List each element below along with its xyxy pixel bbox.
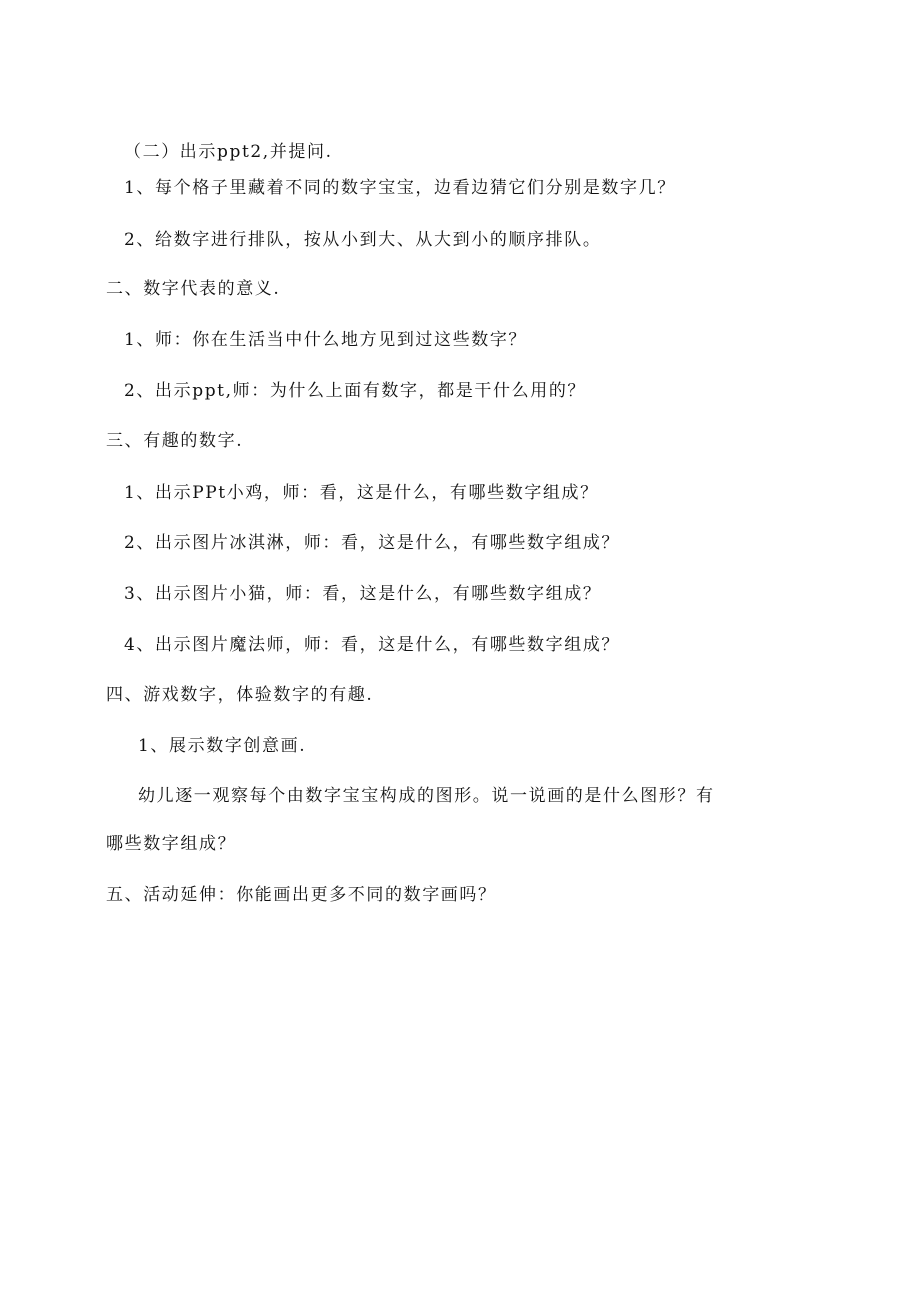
list-item: 1、每个格子里藏着不同的数字宝宝，边看边猜它们分别是数字几？ bbox=[124, 178, 676, 198]
list-item: 1、展示数字创意画. bbox=[138, 736, 307, 756]
list-item: 4、出示图片魔法师，师：看，这是什么，有哪些数字组成？ bbox=[124, 635, 621, 655]
paragraph-line: 幼儿逐一观察每个由数字宝宝构成的图形。说一说画的是什么图形？有 bbox=[138, 786, 715, 806]
section-heading: 二、数字代表的意义. bbox=[106, 279, 281, 299]
list-item: 2、出示ppt,师：为什么上面有数字，都是干什么用的？ bbox=[124, 381, 587, 401]
subsection-heading: （二）出示ppt2,并提问. bbox=[124, 142, 333, 162]
section-heading: 三、有趣的数字. bbox=[106, 431, 244, 451]
list-item: 2、给数字进行排队，按从小到大、从大到小的顺序排队。 bbox=[124, 230, 602, 250]
list-item: 1、师：你在生活当中什么地方见到过这些数字？ bbox=[124, 330, 528, 350]
section-heading: 五、活动延伸：你能画出更多不同的数字画吗？ bbox=[106, 885, 497, 905]
list-item: 1、出示PPt小鸡，师：看，这是什么，有哪些数字组成？ bbox=[124, 483, 599, 503]
list-item: 2、出示图片冰淇淋，师：看，这是什么，有哪些数字组成？ bbox=[124, 533, 621, 553]
section-heading: 四、游戏数字，体验数字的有趣. bbox=[106, 685, 374, 705]
paragraph-line: 哪些数字组成？ bbox=[106, 834, 237, 854]
list-item: 3、出示图片小猫，师：看，这是什么，有哪些数字组成？ bbox=[124, 584, 602, 604]
